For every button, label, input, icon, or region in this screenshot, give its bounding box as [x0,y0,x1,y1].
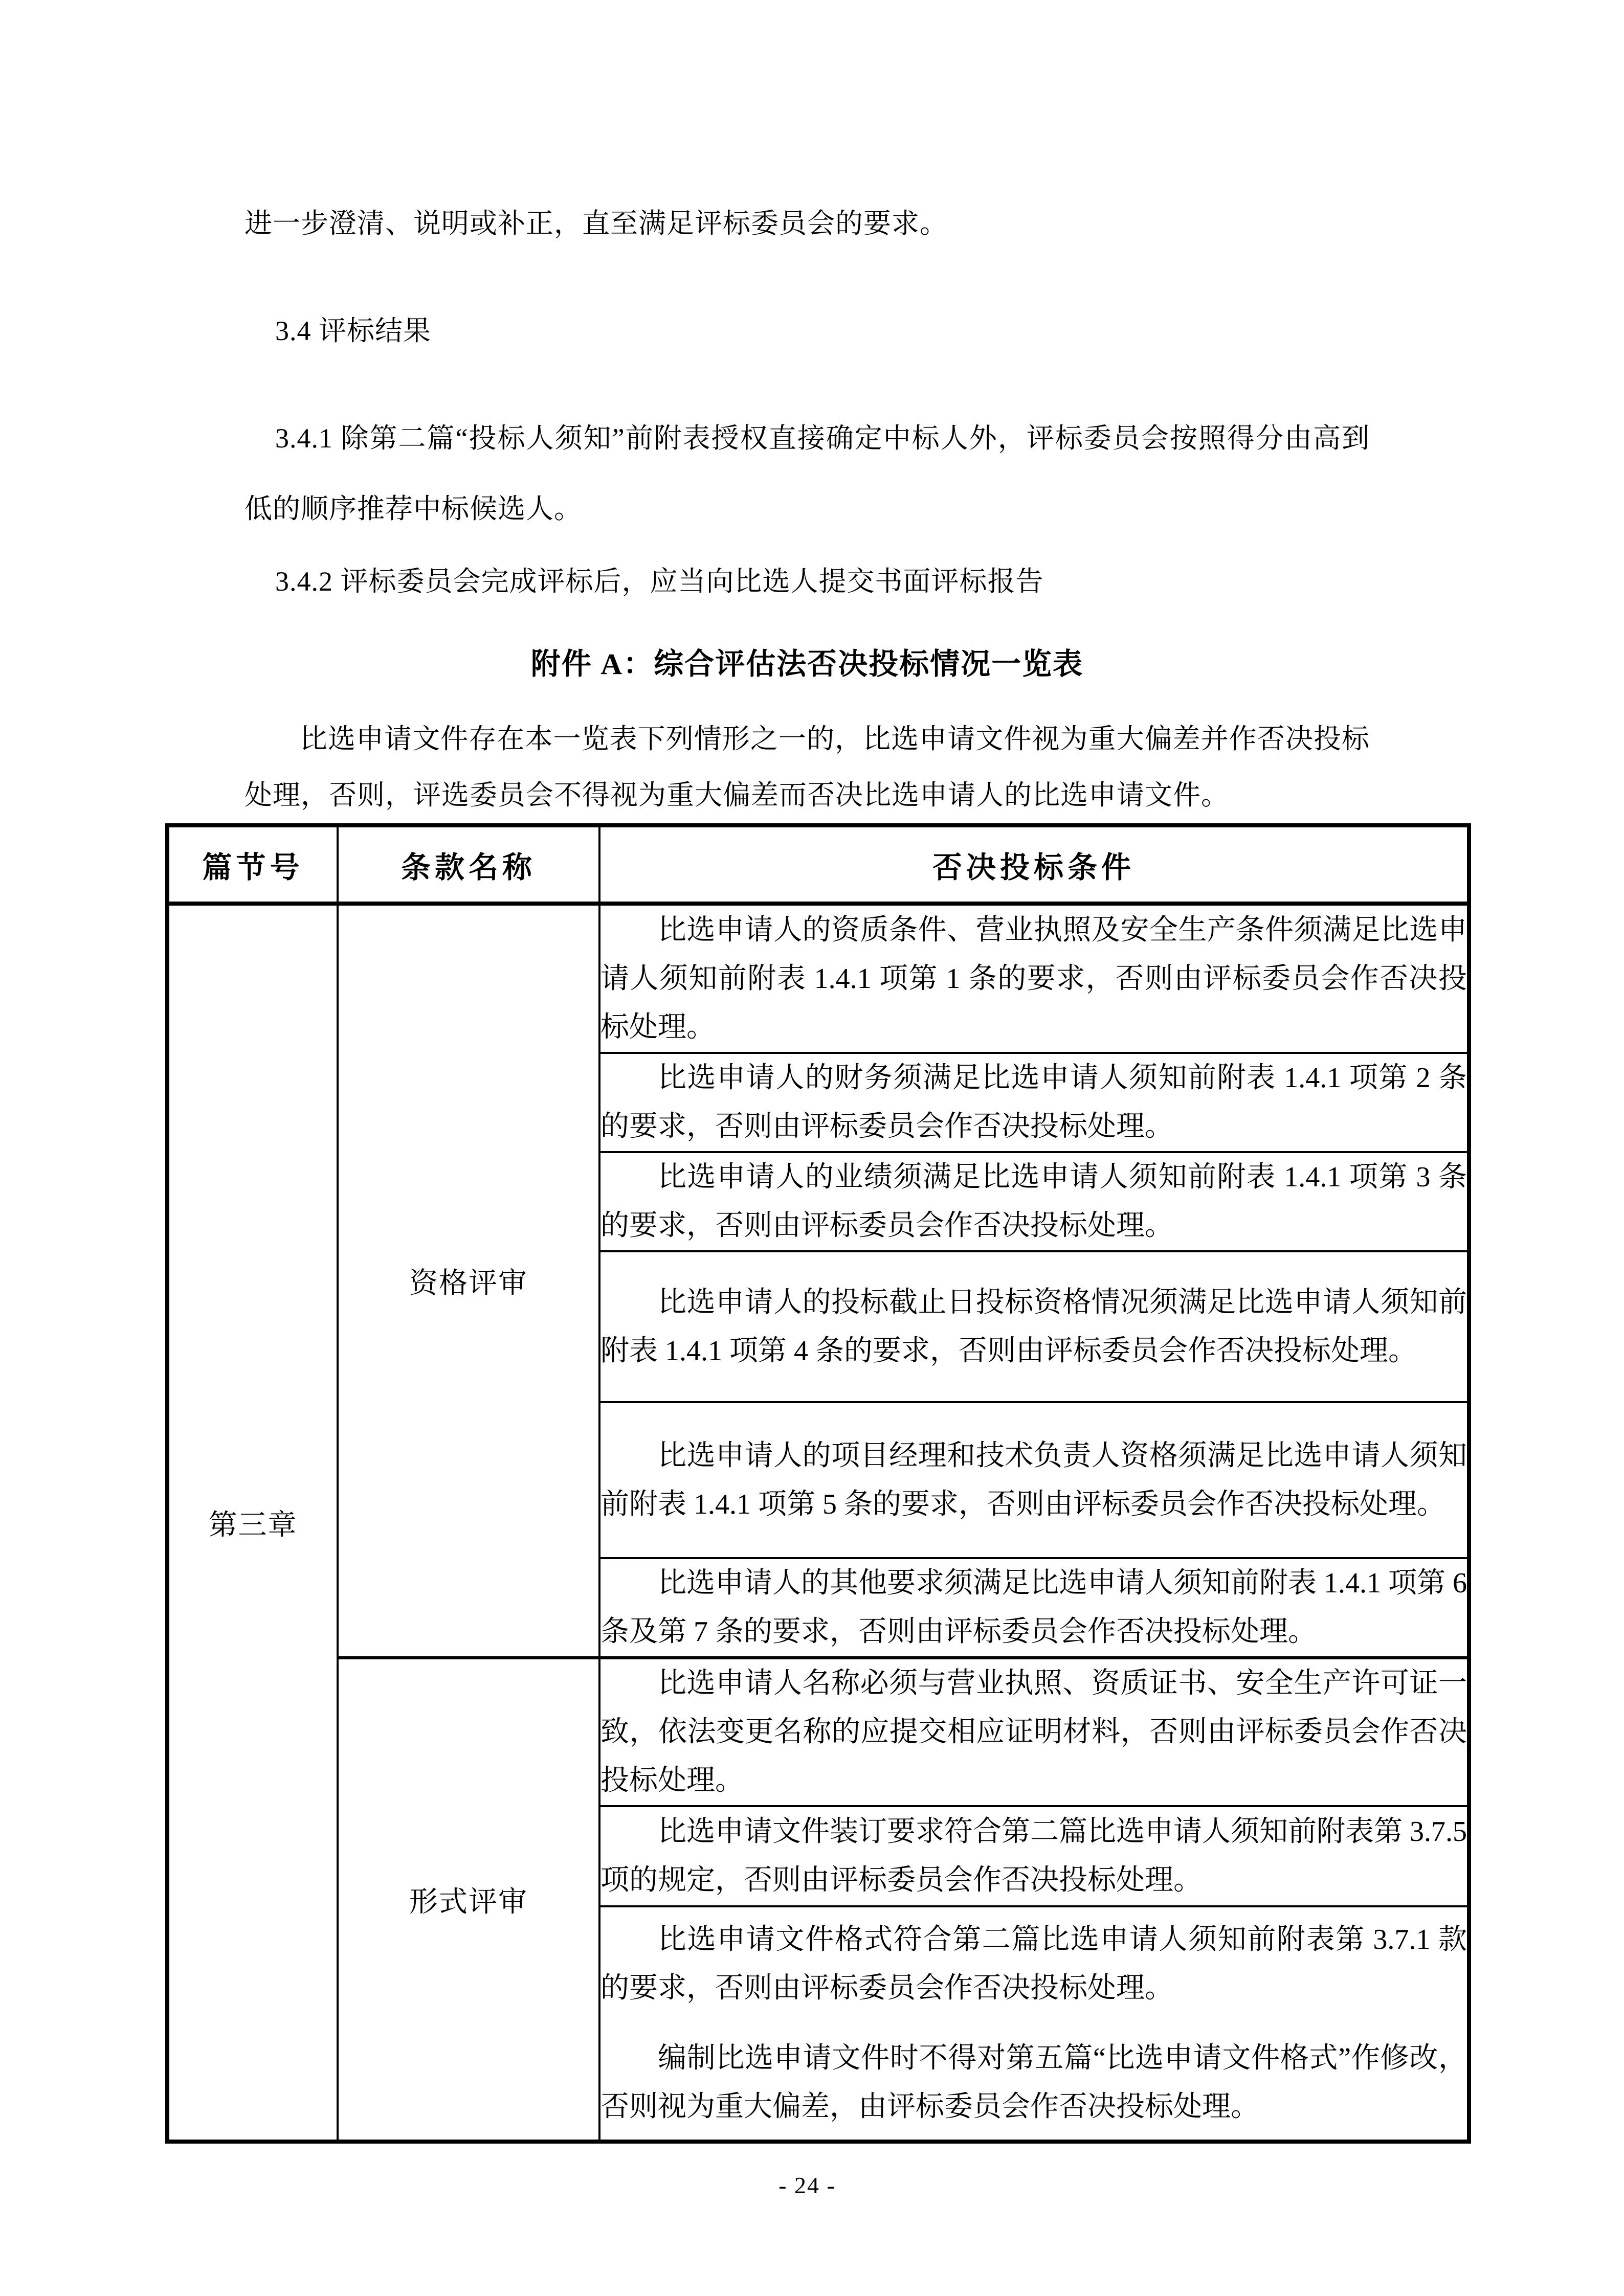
condition-text: 编制比选申请文件时不得对第五篇“比选申请文件格式”作修改，否则视为重大偏差，由评标委员会作否决投标处理。 [600,2042,1467,2123]
attachment-a-title: 附件 A：综合评估法否决投标情况一览表 [530,647,1084,681]
condition-cell [599,904,1469,1053]
condition-cell [599,1658,1469,1806]
condition-cell [599,1806,1469,1906]
condition-cell [599,1251,1469,1402]
condition-text: 比选申请文件格式符合第二篇比选申请人须知前附表第 3.7.1 款的要求，否则由评标委员会作否决投标处理。 [600,1924,1467,2004]
condition-cell [599,1053,1469,1152]
rejection-conditions-table [165,823,1471,2144]
condition-cell [599,1152,1469,1251]
condition-text: 比选申请人的业绩须满足比选申请人须知前附表 1.4.1 项第 3 条的要求，否则由评标委员会作否决投标处理。 [600,1161,1467,1242]
table-row [167,1658,1469,1806]
column-header-rejection-condition: 否决投标条件 [599,825,1469,904]
page-number: - 24 - [778,2172,836,2198]
chapter-cell: 第三章 [167,904,338,2142]
condition-cell [599,1402,1469,1558]
condition-text: 比选申请人的财务须满足比选申请人须知前附表 1.4.1 项第 2 条的要求，否则由评标委员会作否决投标处理。 [600,1062,1467,1142]
condition-text: 比选申请人名称必须与营业执照、资质证书、安全生产许可证一致，依法变更名称的应提交相应证明材料，否则由评标委员会作否决投标处理。 [600,1668,1467,1796]
paragraph-3-4-2: 3.4.2 评标委员会完成评标后，应当向比选人提交书面评标报告 [275,566,1044,597]
attachment-intro-paragraph: 比选申请文件存在本一览表下列情形之一的，比选申请文件视为重大偏差并作否决投标处理，否则，评选委员会不得视为重大偏差而否决比选申请人的比选申请文件。 [244,724,1370,811]
condition-text: 比选申请文件装订要求符合第二篇比选申请人须知前附表第 3.7.5 项的规定，否则由评标委员会作否决投标处理。 [600,1816,1467,1896]
table-header-row [167,825,1469,904]
paragraph-clarification-continuation: 进一步澄清、说明或补正，直至满足评标委员会的要求。 [244,208,948,239]
condition-text: 比选申请人的资质条件、营业执照及安全生产条件须满足比选申请人须知前附表 1.4.1 项第 1 条的要求，否则由评标委员会作否决投标处理。 [600,914,1467,1043]
paragraph-3-4-1: 3.4.1 除第二篇“投标人须知”前附表授权直接确定中标人外，评标委员会按照得分由高到低的顺序推荐中标候选人。 [244,423,1370,524]
section-heading-3-4: 3.4 评标结果 [275,316,431,346]
column-header-clause-name: 条款名称 [338,825,599,904]
condition-cell [599,1558,1469,1658]
clause-cell-form-review: 形式评审 [338,1658,599,2142]
condition-text: 比选申请人的投标截止日投标资格情况须满足比选申请人须知前附表 1.4.1 项第 4 条的要求，否则由评标委员会作否决投标处理。 [600,1286,1467,1367]
condition-text: 比选申请人的其他要求须满足比选申请人须知前附表 1.4.1 项第 6 条及第 7 条的要求，否则由评标委员会作否决投标处理。 [600,1567,1467,1648]
condition-text: 比选申请人的项目经理和技术负责人资格须满足比选申请人须知前附表 1.4.1 项第 5 条的要求，否则由评标委员会作否决投标处理。 [600,1439,1467,1520]
condition-cell [599,1906,1469,2142]
table-row [167,904,1469,1053]
column-header-chapter: 篇节号 [167,825,338,904]
clause-cell-qualification-review: 资格评审 [338,904,599,1658]
